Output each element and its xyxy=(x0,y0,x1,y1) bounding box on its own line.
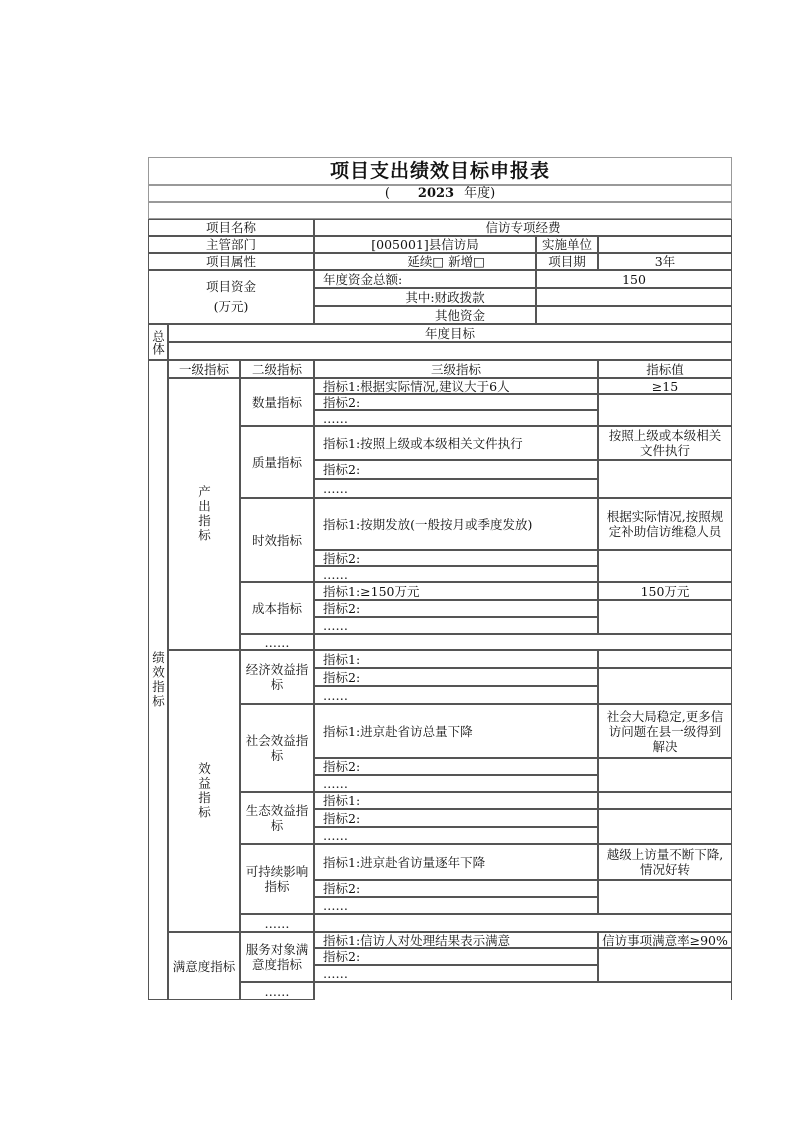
year-line xyxy=(148,185,732,202)
period-value: 3年 xyxy=(598,253,732,270)
dept-value: [005001]县信访局 xyxy=(314,236,536,253)
fund-fiscal-label: 其中:财政拨款 xyxy=(314,288,536,306)
indicators-side-label: 绩效指标 xyxy=(148,360,168,1000)
project-name-label: 项目名称 xyxy=(148,219,314,236)
timeliness-more: …… xyxy=(314,566,598,582)
header-level3: 三级指标 xyxy=(314,360,598,378)
satisfaction-more: …… xyxy=(240,982,314,1000)
timeliness-ind1: 指标1:按期发放(一般按月或季度发放) xyxy=(314,498,598,550)
header-value: 指标值 xyxy=(598,360,732,378)
quantity-ind1-value: ≥15 xyxy=(598,378,732,394)
project-name-value: 信访专项经费 xyxy=(314,219,732,236)
sustainable-ind1: 指标1:进京赴省访量逐年下降 xyxy=(314,844,598,880)
quality-ind2-value xyxy=(598,460,732,498)
cost-ind1-value: 150万元 xyxy=(598,582,732,600)
quality-ind1: 指标1:按照上级或本级相关文件执行 xyxy=(314,426,598,460)
social-label: 社会效益指标 xyxy=(240,704,314,792)
sustainable-ind2-value xyxy=(598,880,732,914)
cost-ind2-value xyxy=(598,600,732,634)
sustainable-ind2: 指标2: xyxy=(314,880,598,897)
fund-other-label: 其他资金 xyxy=(314,306,536,324)
period-label: 项目期 xyxy=(536,253,598,270)
impl-label: 实施单位 xyxy=(536,236,598,253)
sustainable-ind1-value: 越级上访量不断下降,情况好转 xyxy=(598,844,732,880)
satisfaction-indicator-label: 满意度指标 xyxy=(168,932,240,1000)
header-level1: 一级指标 xyxy=(168,360,240,378)
cost-ind2: 指标2: xyxy=(314,600,598,617)
quality-ind1-value: 按照上级或本级相关文件执行 xyxy=(598,426,732,460)
quality-more: …… xyxy=(314,479,598,498)
benefit-more: …… xyxy=(240,914,314,932)
cost-label: 成本指标 xyxy=(240,582,314,634)
quantity-label: 数量指标 xyxy=(240,378,314,426)
economic-ind2-value xyxy=(598,668,732,704)
service-ind2: 指标2: xyxy=(314,948,598,965)
impl-value xyxy=(598,236,732,253)
goal-header: 年度目标 xyxy=(168,324,732,342)
timeliness-ind1-value: 根据实际情况,按照规定补助信访维稳人员 xyxy=(598,498,732,550)
fund-total-label: 年度资金总额: xyxy=(314,270,536,288)
quantity-ind2: 指标2: xyxy=(314,394,598,410)
sustainable-more: …… xyxy=(314,897,598,914)
service-ind1: 指标1:信访人对处理结果表示满意 xyxy=(314,932,598,948)
header-level2: 二级指标 xyxy=(240,360,314,378)
year-label: 年度) xyxy=(464,186,496,201)
economic-ind1: 指标1: xyxy=(314,650,598,668)
satisfaction-more-blank xyxy=(314,982,732,1000)
cost-more: …… xyxy=(314,617,598,634)
benefit-indicator-label: 效益指标 xyxy=(168,650,240,932)
ecological-ind2: 指标2: xyxy=(314,809,598,827)
ecological-more: …… xyxy=(314,827,598,844)
ecological-label: 生态效益指标 xyxy=(240,792,314,844)
economic-ind2: 指标2: xyxy=(314,668,598,686)
service-ind2-value xyxy=(598,948,732,982)
ecological-ind1-value xyxy=(598,792,732,809)
service-more: …… xyxy=(314,965,598,982)
quantity-ind1: 指标1:根据实际情况,建议大于6人 xyxy=(314,378,598,394)
economic-ind1-value xyxy=(598,650,732,668)
year-value: 2023 xyxy=(417,186,455,201)
fund-other-value xyxy=(536,306,732,324)
quality-ind2: 指标2: xyxy=(314,460,598,479)
timeliness-label: 时效指标 xyxy=(240,498,314,582)
cost-ind1: 指标1:≥150万元 xyxy=(314,582,598,600)
quality-label: 质量指标 xyxy=(240,426,314,498)
benefit-more-blank xyxy=(314,914,732,932)
goal-side-label: 总体 xyxy=(148,324,168,360)
social-ind1-value: 社会大局稳定,更多信访问题在县一级得到解决 xyxy=(598,704,732,758)
dept-label: 主管部门 xyxy=(148,236,314,253)
goal-content xyxy=(168,342,732,360)
attr-label: 项目属性 xyxy=(148,253,314,270)
fund-label: 项目资金 (万元) xyxy=(148,270,314,324)
form-title: 项目支出绩效目标申报表 xyxy=(148,157,732,185)
output-more: …… xyxy=(240,634,314,650)
quantity-ind2-value xyxy=(598,394,732,426)
sustainable-label: 可持续影响指标 xyxy=(240,844,314,914)
year-open: ( xyxy=(384,186,390,201)
fund-fiscal-value xyxy=(536,288,732,306)
economic-label: 经济效益指标 xyxy=(240,650,314,704)
quantity-more: …… xyxy=(314,410,598,426)
social-ind2: 指标2: xyxy=(314,758,598,775)
social-ind2-value xyxy=(598,758,732,792)
output-more-blank xyxy=(314,634,732,650)
social-ind1: 指标1:进京赴省访总量下降 xyxy=(314,704,598,758)
output-indicator-label: 产出指标 xyxy=(168,378,240,650)
economic-more: …… xyxy=(314,686,598,704)
service-label: 服务对象满意度指标 xyxy=(240,932,314,982)
timeliness-ind2-value xyxy=(598,550,732,582)
spacer-row xyxy=(148,202,732,219)
ecological-ind2-value xyxy=(598,809,732,844)
social-more: …… xyxy=(314,775,598,792)
service-ind1-value: 信访事项满意率≥90% xyxy=(598,932,732,948)
fund-total-value: 150 xyxy=(536,270,732,288)
attr-value: 延续□ 新增□ xyxy=(314,253,536,270)
timeliness-ind2: 指标2: xyxy=(314,550,598,566)
ecological-ind1: 指标1: xyxy=(314,792,598,809)
